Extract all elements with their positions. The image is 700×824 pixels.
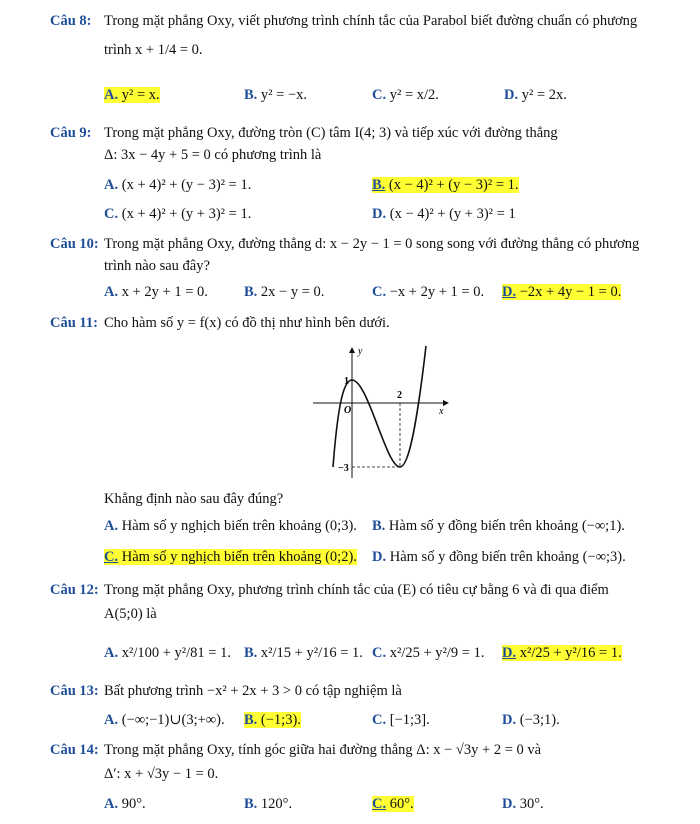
min-value-label: −3 bbox=[338, 463, 349, 474]
question-13-option-b[interactable] bbox=[244, 712, 301, 729]
option-body: (x − 4)² + (y + 3)² = 1 bbox=[389, 206, 516, 222]
question-8-option-b[interactable] bbox=[244, 87, 307, 104]
question-14-text-line2: Δ′: x + √3y − 1 = 0. bbox=[104, 766, 219, 782]
question-12-label: Câu 12: bbox=[50, 582, 99, 598]
question-13-text-line1: Bất phương trình −x² + 2x + 3 > 0 có tập nghiệm là bbox=[104, 683, 402, 699]
question-10-text-line1: Trong mặt phẳng Oxy, đường thẳng d: x − 2y − 1 = 0 song song với đường thẳng có phương bbox=[104, 236, 640, 252]
question-11-option-d[interactable] bbox=[372, 549, 626, 566]
question-13-option-d[interactable] bbox=[502, 712, 560, 729]
option-letter: C. bbox=[372, 796, 387, 812]
question-11-text-line1: Cho hàm số y = f(x) có đồ thị như hình bên dưới. bbox=[104, 315, 390, 331]
question-9-option-a[interactable] bbox=[104, 177, 251, 194]
option-body: y² = x. bbox=[121, 87, 160, 103]
question-14-text-line1: Trong mặt phẳng Oxy, tính góc giữa hai đường thẳng Δ: x − √3y + 2 = 0 và bbox=[104, 742, 542, 758]
option-body: (−3;1). bbox=[519, 712, 560, 728]
option-letter: D. bbox=[502, 712, 517, 728]
option-letter: B. bbox=[244, 645, 258, 661]
option-body: 120°. bbox=[260, 796, 293, 812]
option-body: Hàm số y nghịch biến trên khoảng (0;2). bbox=[121, 549, 357, 565]
option-body: x²/100 + y²/81 = 1. bbox=[121, 645, 231, 661]
question-13-option-c[interactable] bbox=[372, 712, 430, 729]
question-12-text-line1: Trong mặt phẳng Oxy, phương trình chính tắc của (E) có tiêu cự bằng 6 và đi qua điểm bbox=[104, 582, 609, 598]
question-11-option-b[interactable] bbox=[372, 518, 625, 535]
question-12-text-line2: A(5;0) là bbox=[104, 606, 157, 622]
question-10-option-a[interactable] bbox=[104, 284, 208, 301]
option-letter: C. bbox=[372, 645, 387, 661]
option-body: (x + 4)² + (y − 3)² = 1. bbox=[121, 177, 252, 193]
question-10-option-d[interactable] bbox=[502, 284, 621, 301]
question-8-option-c[interactable] bbox=[372, 87, 439, 104]
origin-label: O bbox=[344, 405, 352, 416]
option-letter: B. bbox=[372, 518, 386, 534]
option-letter: D. bbox=[504, 87, 519, 103]
max-value-label: 1 bbox=[344, 376, 349, 387]
option-body: Hàm số y nghịch biến trên khoảng (0;3). bbox=[121, 518, 357, 534]
question-10-label: Câu 10: bbox=[50, 236, 99, 252]
option-letter: B. bbox=[244, 87, 258, 103]
option-letter: B. bbox=[244, 284, 258, 300]
option-body: 90°. bbox=[121, 796, 146, 812]
question-9-text-line2: Δ: 3x − 4y + 5 = 0 có phương trình là bbox=[104, 147, 322, 163]
option-body: y² = x/2. bbox=[389, 87, 439, 103]
question-14-option-d[interactable] bbox=[502, 796, 544, 813]
option-letter: B. bbox=[244, 712, 258, 728]
question-13-label: Câu 13: bbox=[50, 683, 99, 699]
option-body: −2x + 4y − 1 = 0. bbox=[519, 284, 622, 300]
option-letter: A. bbox=[104, 284, 119, 300]
option-letter: A. bbox=[104, 712, 119, 728]
option-letter: D. bbox=[372, 549, 387, 565]
option-letter: C. bbox=[104, 206, 119, 222]
option-body: y² = 2x. bbox=[521, 87, 567, 103]
question-11-text-line2: Khẳng định nào sau đây đúng? bbox=[104, 491, 284, 507]
question-14-label: Câu 14: bbox=[50, 742, 99, 758]
question-11-option-a[interactable] bbox=[104, 518, 357, 535]
question-8-text-line2: trình x + 1/4 = 0. bbox=[104, 42, 203, 58]
option-body: x²/25 + y²/16 = 1. bbox=[519, 645, 622, 661]
question-9-label: Câu 9: bbox=[50, 125, 92, 141]
option-body: Hàm số y đồng biến trên khoảng (−∞;3). bbox=[389, 549, 626, 565]
option-body: x²/25 + y²/9 = 1. bbox=[389, 645, 485, 661]
question-8-label: Câu 8: bbox=[50, 13, 92, 29]
question-14-option-a[interactable] bbox=[104, 796, 146, 813]
option-letter: A. bbox=[104, 518, 119, 534]
option-letter: A. bbox=[104, 796, 119, 812]
question-11-option-c[interactable] bbox=[104, 549, 357, 566]
option-body: (−1;3). bbox=[260, 712, 301, 728]
option-body: (−∞;−1)∪(3;+∞). bbox=[121, 712, 225, 728]
option-letter: D. bbox=[502, 796, 517, 812]
option-body: x²/15 + y²/16 = 1. bbox=[260, 645, 363, 661]
question-9-option-b[interactable] bbox=[372, 177, 519, 194]
option-body: y² = −x. bbox=[260, 87, 307, 103]
option-letter: B. bbox=[372, 177, 386, 193]
question-9-option-c[interactable] bbox=[104, 206, 251, 223]
option-body: (x − 4)² + (y − 3)² = 1. bbox=[388, 177, 519, 193]
question-8-option-a[interactable] bbox=[104, 87, 160, 104]
option-body: x + 2y + 1 = 0. bbox=[121, 284, 208, 300]
question-10-option-b[interactable] bbox=[244, 284, 324, 301]
option-body: [−1;3]. bbox=[389, 712, 430, 728]
question-12-option-c[interactable] bbox=[372, 645, 484, 662]
option-letter: A. bbox=[104, 645, 119, 661]
y-axis-label: y bbox=[358, 346, 363, 357]
question-10-text-line2: trình nào sau đây? bbox=[104, 258, 210, 274]
question-9-text-line1: Trong mặt phẳng Oxy, đường tròn (C) tâm I(4; 3) và tiếp xúc với đường thẳng bbox=[104, 125, 558, 141]
question-14-option-b[interactable] bbox=[244, 796, 292, 813]
option-letter: C. bbox=[104, 549, 119, 565]
question-12-option-b[interactable] bbox=[244, 645, 363, 662]
option-body: −x + 2y + 1 = 0. bbox=[389, 284, 485, 300]
option-body: 2x − y = 0. bbox=[260, 284, 325, 300]
option-body: Hàm số y đồng biến trên khoảng (−∞;1). bbox=[388, 518, 625, 534]
option-letter: C. bbox=[372, 284, 387, 300]
x-axis-label: x bbox=[439, 406, 444, 417]
option-letter: D. bbox=[502, 284, 517, 300]
question-10-option-c[interactable] bbox=[372, 284, 484, 301]
option-letter: C. bbox=[372, 87, 387, 103]
x-tick-label: 2 bbox=[397, 390, 402, 401]
function-graph bbox=[308, 342, 453, 482]
option-letter: A. bbox=[104, 177, 119, 193]
option-body: 30°. bbox=[519, 796, 544, 812]
question-13-option-a[interactable] bbox=[104, 712, 225, 729]
question-11-label: Câu 11: bbox=[50, 315, 98, 331]
question-8-text-line1: Trong mặt phẳng Oxy, viết phương trình chính tắc của Parabol biết đường chuẩn có phương bbox=[104, 13, 638, 29]
option-letter: B. bbox=[244, 796, 258, 812]
option-body: 60°. bbox=[389, 796, 414, 812]
option-letter: D. bbox=[502, 645, 517, 661]
option-letter: A. bbox=[104, 87, 119, 103]
question-12-option-d[interactable] bbox=[502, 645, 622, 662]
option-body: (x + 4)² + (y + 3)² = 1. bbox=[121, 206, 252, 222]
option-letter: D. bbox=[372, 206, 387, 222]
question-14-option-c[interactable] bbox=[372, 796, 414, 813]
question-8-option-d[interactable] bbox=[504, 87, 567, 104]
option-letter: C. bbox=[372, 712, 387, 728]
question-12-option-a[interactable] bbox=[104, 645, 231, 662]
question-9-option-d[interactable] bbox=[372, 206, 516, 223]
